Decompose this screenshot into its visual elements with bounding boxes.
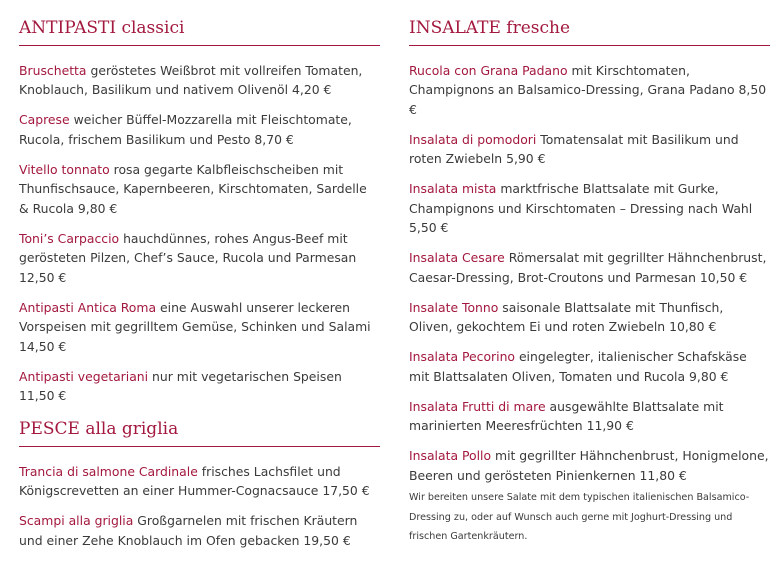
- menu-item-caprese: [19, 110, 380, 149]
- dish-description: Römersalat mit gegrillter Hähnchenbrust, Caesar-Dressing, Brot-Croutons und Parmesan 10,50 €: [409, 250, 767, 285]
- insalate-heading: INSALATE fresche: [409, 17, 770, 46]
- dish-name: Caprese: [19, 112, 70, 127]
- dish-description: hauchdünnes, rohes Angus-Beef mit gerösteten Pilzen, Chef’s Sauce, Rucola und Parmesan 12,50 €: [19, 230, 357, 285]
- menu-item-insalata-di-pomodori: [409, 130, 770, 169]
- menu-item-antipasti-antica-roma: [19, 298, 380, 357]
- menu-item-vitello-tonnato: [19, 160, 380, 219]
- menu-item-scampi-alla-griglia: [19, 511, 380, 550]
- dish-description: frisches Lachsfilet und Königscrevetten an einer Hummer-Cognacsauce 17,50 €: [19, 463, 370, 498]
- dish-name: Insalata di pomodori: [409, 131, 537, 147]
- dish-name: Rucola con Grana Padano: [409, 62, 568, 78]
- dish-description: eine Auswahl unserer leckeren Vorspeisen mit gegrilltem Gemüse, Schinken und Salami 14,50 €: [19, 299, 371, 354]
- dish-description: mit gegrillter Hähnchenbrust, Honigmelone, Beeren und gerösteten Pinienkernen 11,80 €: [409, 448, 769, 483]
- antipasti-list: [19, 46, 380, 406]
- dish-name: Insalata Pollo: [409, 448, 492, 463]
- dish-description: eingelegter, italienischer Schafskäse mit Blattsalaten Oliven, Tomaten und Rucola 9,80 €: [409, 349, 747, 384]
- menu-item-trancia-di-salmone: [19, 462, 380, 501]
- menu-item-rucola-grana: [409, 61, 770, 120]
- dish-name: Insalata Pecorino: [409, 349, 515, 364]
- dish-name: Insalata Frutti di mare: [409, 398, 546, 414]
- menu-item-bruschetta: [19, 61, 380, 100]
- dish-description: ausgewählte Blattsalate mit marinierten Meeresfrüchten 11,90 €: [409, 398, 724, 433]
- dish-name: Vitello tonnato: [19, 161, 110, 177]
- dish-name: Insalata Cesare: [409, 250, 505, 265]
- antipasti-heading: ANTIPASTI classici: [19, 17, 380, 46]
- dish-name: Antipasti vegetariani: [19, 368, 149, 384]
- menu-item-insalata-cesare: [409, 248, 770, 287]
- dish-description: saisonale Blattsalate mit Thunfisch, Oliven, gekochtem Ei und roten Zwiebeln 10,80 €: [409, 299, 724, 334]
- dish-name: Insalata mista: [409, 181, 497, 196]
- menu-item-insalata-frutti-di-mare: [409, 397, 770, 436]
- pesce-list: [19, 447, 380, 550]
- insalate-list: [409, 46, 770, 485]
- menu-item-antipasti-vegetariani: [19, 367, 380, 406]
- salad-dressing-note: Wir bereiten unsere Salate mit dem typischen italienischen Balsamico-Dressing zu, oder auf Wunsch auch gerne mit Joghurt-Dressing und frischen Gartenkräutern.: [409, 492, 750, 542]
- dish-description: rosa gegarte Kalbfleischscheiben mit Thunfischsauce, Kapernbeeren, Kirschtomaten, Sardelle & Rucola 9,80 €: [19, 161, 367, 216]
- dish-description: mit Kirschtomaten, Champignons an Balsamico-Dressing, Grana Padano 8,50 €: [409, 62, 767, 117]
- dish-description: geröstetes Weißbrot mit vollreifen Tomaten, Knoblauch, Basilikum und nativem Olivenöl 4,20 €: [19, 62, 363, 97]
- menu-item-insalata-mista: [409, 179, 770, 238]
- dish-description: Tomatensalat mit Basilikum und roten Zwiebeln 5,90 €: [409, 131, 739, 166]
- dish-description: weicher Büffel-Mozzarella mit Fleischtomate, Rucola, frischem Basilikum und Pesto 8,70 €: [19, 112, 352, 147]
- antipasti-section: [19, 17, 380, 406]
- menu-item-insalata-pollo: [409, 446, 770, 485]
- dish-description: nur mit vegetarischen Speisen 11,50 €: [19, 368, 342, 403]
- menu-item-carpaccio: [19, 229, 380, 288]
- dish-name: Toni’s Carpaccio: [19, 230, 120, 246]
- pesce-heading: PESCE alla griglia: [19, 418, 380, 447]
- menu-item-insalate-tonno: [409, 298, 770, 337]
- dish-description: marktfrische Blattsalate mit Gurke, Champignons und Kirschtomaten – Dressing nach Wahl 5,50 €: [409, 181, 753, 235]
- dish-name: Trancia di salmone Cardinale: [19, 463, 198, 479]
- dish-description: Großgarnelen mit frischen Kräutern und einer Zehe Knoblauch im Ofen gebacken 19,50 €: [19, 513, 358, 548]
- insalate-section: [409, 17, 770, 485]
- dish-name: Scampi alla griglia: [19, 513, 134, 528]
- dish-name: Insalate Tonno: [409, 299, 499, 315]
- pesce-section: [19, 418, 380, 550]
- dish-name: Bruschetta: [19, 62, 87, 78]
- dish-name: Antipasti Antica Roma: [19, 299, 157, 315]
- menu-item-insalata-pecorino: [409, 347, 770, 386]
